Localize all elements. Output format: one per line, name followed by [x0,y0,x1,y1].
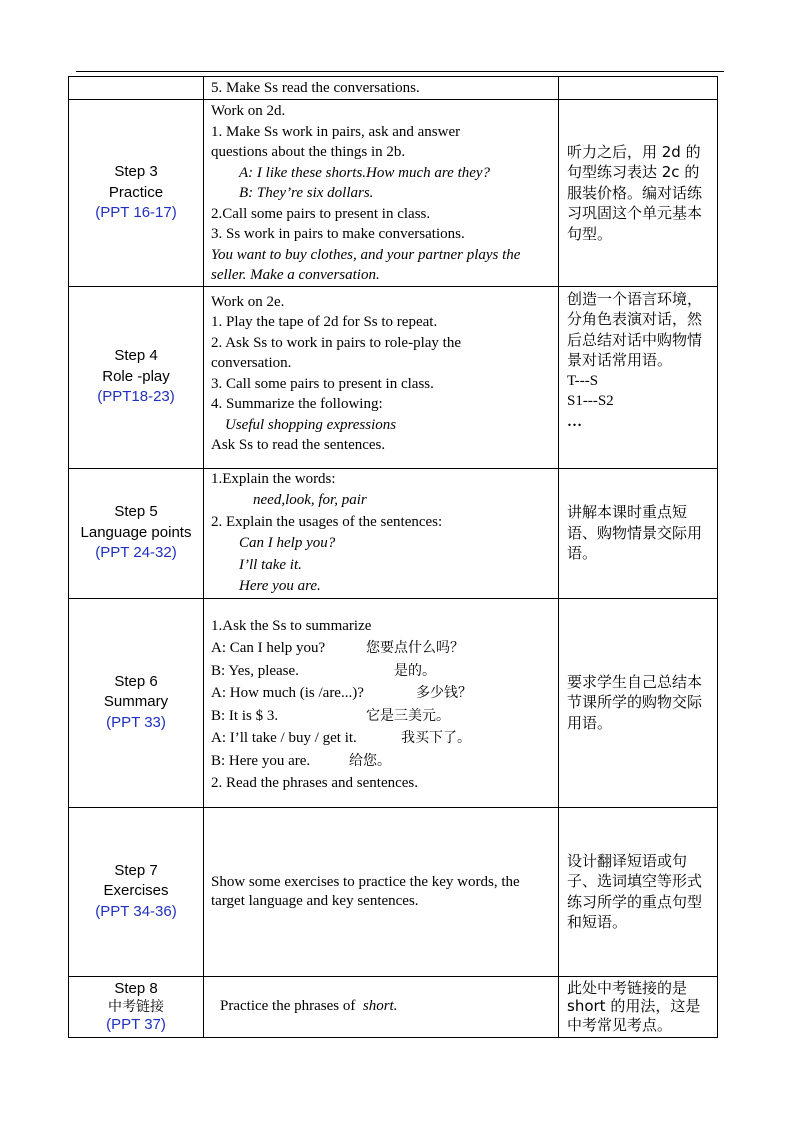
content-cell [204,807,559,976]
content-line: Can I help you? [239,535,336,551]
content-text: Practice the phrases of [220,998,356,1015]
content-cell [204,598,559,807]
table-row [69,598,718,807]
content-line: 1.Explain the words: [211,470,336,487]
step-cell [69,100,204,287]
note-cell [559,286,718,468]
content-line: 3. Call some pairs to present in class. [211,375,434,392]
note-line: … [567,413,582,430]
content-cell [204,77,559,100]
teaching-note: 设计翻译短语或句子、选词填空等形式练习所学的重点句型和短语。 [567,851,703,931]
content-line: Ask Ss to read the sentences. [211,437,386,453]
content-line: 1. Make Ss work in pairs, ask and answer [211,123,461,140]
content-line: 1. Play the tape of 2d for Ss to repeat. [211,314,438,330]
step-number: Step 8 [114,979,158,997]
step-cell [69,598,204,807]
ppt-range: (PPT 16-17) [95,204,177,221]
step-title: 中考链接 [108,998,164,1015]
english-phrase: B: Yes, please. [211,662,299,679]
step-number: Step 4 [114,347,158,365]
dialogue-line: B: They’re six dollars. [239,185,374,201]
step-title: Exercises [103,882,169,900]
step-title: Language points [80,523,192,541]
content-cell [204,286,559,468]
content-line: Show some exercises to practice the key words, the [211,873,520,890]
step-number: Step 7 [114,861,158,879]
note-line: T---S [567,372,599,389]
table-row [69,807,718,976]
content-cell [204,100,559,287]
content-line: 1.Ask the Ss to summarize [211,617,372,634]
table-row [69,468,718,598]
teaching-note: 此处中考链接的是 short 的用法，这是中考常见考点。 [567,978,701,1034]
table-row [69,77,718,100]
english-phrase: A: Can I help you? [211,640,326,656]
dialogue-line [211,727,552,750]
note-cell [559,807,718,976]
content-cell [204,976,559,1037]
content-line: seller. Make a conversation. [211,267,380,283]
content-cell [204,468,559,598]
dialogue-line [211,705,552,728]
step-number: Step 5 [114,503,158,521]
step-cell [69,77,204,100]
content-line: You want to buy clothes, and your partner plays the [211,246,521,263]
content-line: 2.Call some pairs to present in class. [211,205,431,222]
chinese-translation: 多少钱？ [416,685,472,701]
content-line: target language and key sentences. [211,892,419,909]
step-number: Step 3 [114,163,158,180]
note-cell [559,100,718,287]
step-cell [69,807,204,976]
ppt-range: (PPT 34-36) [95,902,177,920]
content-line: Useful shopping expressions [225,416,397,433]
chinese-translation: 您要点什么吗？ [366,640,464,656]
content-line: 2. Read the phrases and sentences. [211,775,419,791]
chinese-translation: 我买下了。 [401,730,471,746]
note-cell [559,976,718,1037]
table-row [69,286,718,468]
note-cell [559,468,718,598]
header-rule [76,71,724,72]
note-line: S1---S2 [567,393,614,409]
step-cell [69,976,204,1037]
content-line: 2. Ask Ss to work in pairs to role-play the [211,334,461,351]
english-phrase: B: It is $ 3. [211,707,279,724]
dialogue-line [211,660,552,683]
chinese-translation: 给您。 [349,752,391,769]
teaching-note: 创造一个语言环境，分角色表演对话，然后总结对话中购物情景对话常用语。 [567,289,703,369]
english-phrase: A: I’ll take / buy / get it. [211,730,357,746]
dialogue-line [211,637,552,660]
teaching-note: 听力之后，用 2d 的句型练习表达 2c 的服装价格。编对话练习巩固这个单元基本句型。 [567,142,703,243]
content-line: I’ll take it. [239,556,302,573]
dialogue-line: A: I like these shorts.How much are they? [239,164,491,181]
content-line: Work on 2e. [211,293,285,310]
step-number: Step 6 [114,672,158,690]
english-phrase: A: How much (is /are...)? [211,685,364,701]
ppt-range: (PPT 24-32) [95,544,177,562]
note-cell [559,598,718,807]
lesson-plan-table [68,76,718,1038]
table-row [69,976,718,1037]
ppt-range: (PPT 37) [106,1015,166,1033]
content-line: questions about the things in 2b. [211,144,406,160]
dialogue-line [211,750,552,773]
dialogue-line [211,682,552,705]
content-line: 4. Summarize the following: [211,396,383,412]
content-line: need,look, for, pair [253,492,367,508]
table-row [69,100,718,287]
chinese-translation: 它是三美元。 [366,707,450,724]
step-cell [69,468,204,598]
ppt-range: (PPT 33) [106,713,166,731]
content-line: Here you are. [239,578,321,594]
ppt-range: (PPT18-23) [97,388,175,406]
step-cell [69,286,204,468]
content-emphasis: short. [362,998,398,1015]
step-title: Summary [103,693,169,711]
content-line: 3. Ss work in pairs to make conversations. [211,226,465,242]
content-line: 2. Explain the usages of the sentences: [211,513,443,530]
chinese-translation: 是的。 [394,662,436,679]
step-title: Role -play [102,367,170,385]
english-phrase: B: Here you are. [211,752,311,769]
content-line: 5. Make Ss read the conversations. [211,79,420,96]
teaching-note: 讲解本课时重点短语、购物情景交际用语。 [567,503,703,563]
note-cell [559,77,718,100]
content-line: conversation. [211,355,292,371]
content-line: Work on 2d. [211,103,286,119]
teaching-note: 要求学生自己总结本节课所学的购物交际用语。 [567,672,703,732]
step-title: Practice [108,183,164,201]
